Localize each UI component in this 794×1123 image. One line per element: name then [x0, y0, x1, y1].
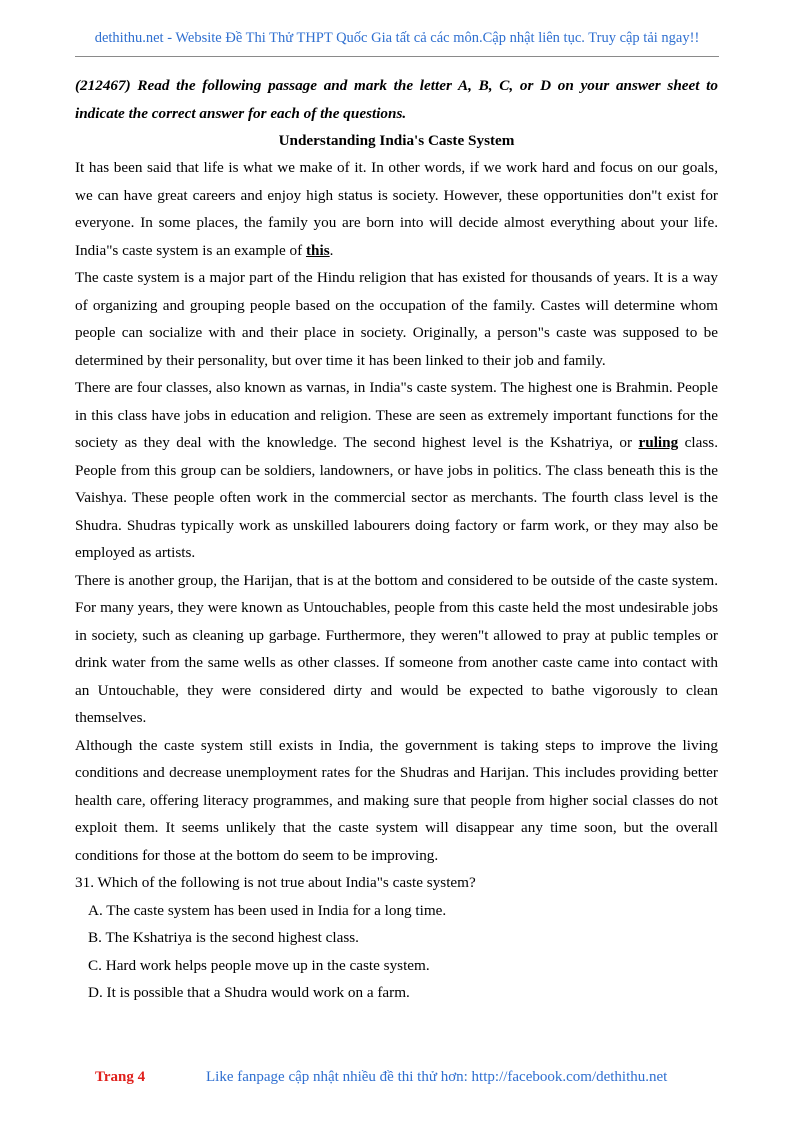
passage-title: Understanding India's Caste System: [278, 132, 515, 149]
paragraph-3-text-a: There are four classes, also known as varnas, in India"s caste system. The highest one is Brahmin. People in this class have jobs in education and religion. These are seen as extremely important functions for the society as they deal with the knowledge. The second highest level is the Kshatriya, or: [75, 379, 718, 451]
paragraph-4: There is another group, the Harijan, that is at the bottom and considered to be outside of the caste system. For many years, they were known as Untouchables, people from this caste held the most undesirable jobs in society, such as cleaning up garbage. Furthermore, they weren"t allowed to pray at public temples or drink water from the same wells as other classes. If someone from another caste came into contact with an Untouchable, they were considered dirty and would be expected to bathe vigorously to clean themselves.: [75, 571, 718, 726]
option-c: C. Hard work helps people move up in the caste system.: [88, 956, 430, 974]
keyword-this: this: [306, 241, 330, 259]
paragraph-1-text-a: It has been said that life is what we make of it. In other words, if we work hard and focus on our goals, we can have great careers and enjoy high status is society. However, these opportunities don"t exist for everyone. In some places, the family you are born into will decide almost everything about your life. India"s caste system is an example of: [75, 159, 718, 259]
page-number: Trang 4: [95, 1069, 146, 1085]
site-header: dethithu.net - Website Đề Thi Thử THPT Quốc Gia tất cả các môn.Cập nhật liên tục. Truy cập tải ngay!!: [94, 30, 700, 46]
paragraph-3-text-b: class. People from this group can be soldiers, landowners, or have jobs in politics. The class beneath this is the Vaishya. These people often work in the commercial sector as merchants. The fourth class level is the Shudra. Shudras typically work as unskilled labourers doing factory or farm work, or they may also be employed as artists.: [75, 434, 718, 561]
question-31: 31. Which of the following is not true about India"s caste system?: [75, 874, 476, 891]
option-b: B. The Kshatriya is the second highest class.: [88, 929, 359, 946]
header-divider: [75, 56, 719, 57]
keyword-ruling: ruling: [638, 434, 679, 451]
instructions: (212467) Read the following passage and mark the letter A, B, C, or D on your answer sheet to indicate the correct answer for each of the questions.: [75, 77, 718, 122]
paragraph-1: [75, 154, 718, 264]
exam-content: [75, 72, 718, 1007]
facebook-link[interactable]: Like fanpage cập nhật nhiều đề thi thử hơn: http://facebook.com/dethithu.net: [206, 1069, 668, 1085]
option-d: D. It is possible that a Shudra would work on a farm.: [88, 984, 410, 1001]
paragraph-1-text-b: .: [329, 241, 334, 259]
paragraph-2: The caste system is a major part of the Hindu religion that has existed for thousands of years. It is a way of organizing and grouping people based on the occupation of the family. Castes will determine whom people can socialize with and their place in society. Originally, a person"s caste was supposed to be determined by their personality, but over time it has been linked to their job and family.: [75, 269, 718, 369]
paragraph-5: Although the caste system still exists in India, the government is taking steps to improve the living conditions and decrease unemployment rates for the Shudras and Harijan. This includes providing better health care, offering literacy programmes, and making sure that people from higher social classes do not exploit them. It seems unlikely that the caste system will disappear any time soon, but the overall conditions for those at the bottom do seem to be improving.: [75, 736, 718, 864]
option-a: A. The caste system has been used in India for a long time.: [88, 901, 447, 919]
paragraph-3: [75, 374, 718, 567]
